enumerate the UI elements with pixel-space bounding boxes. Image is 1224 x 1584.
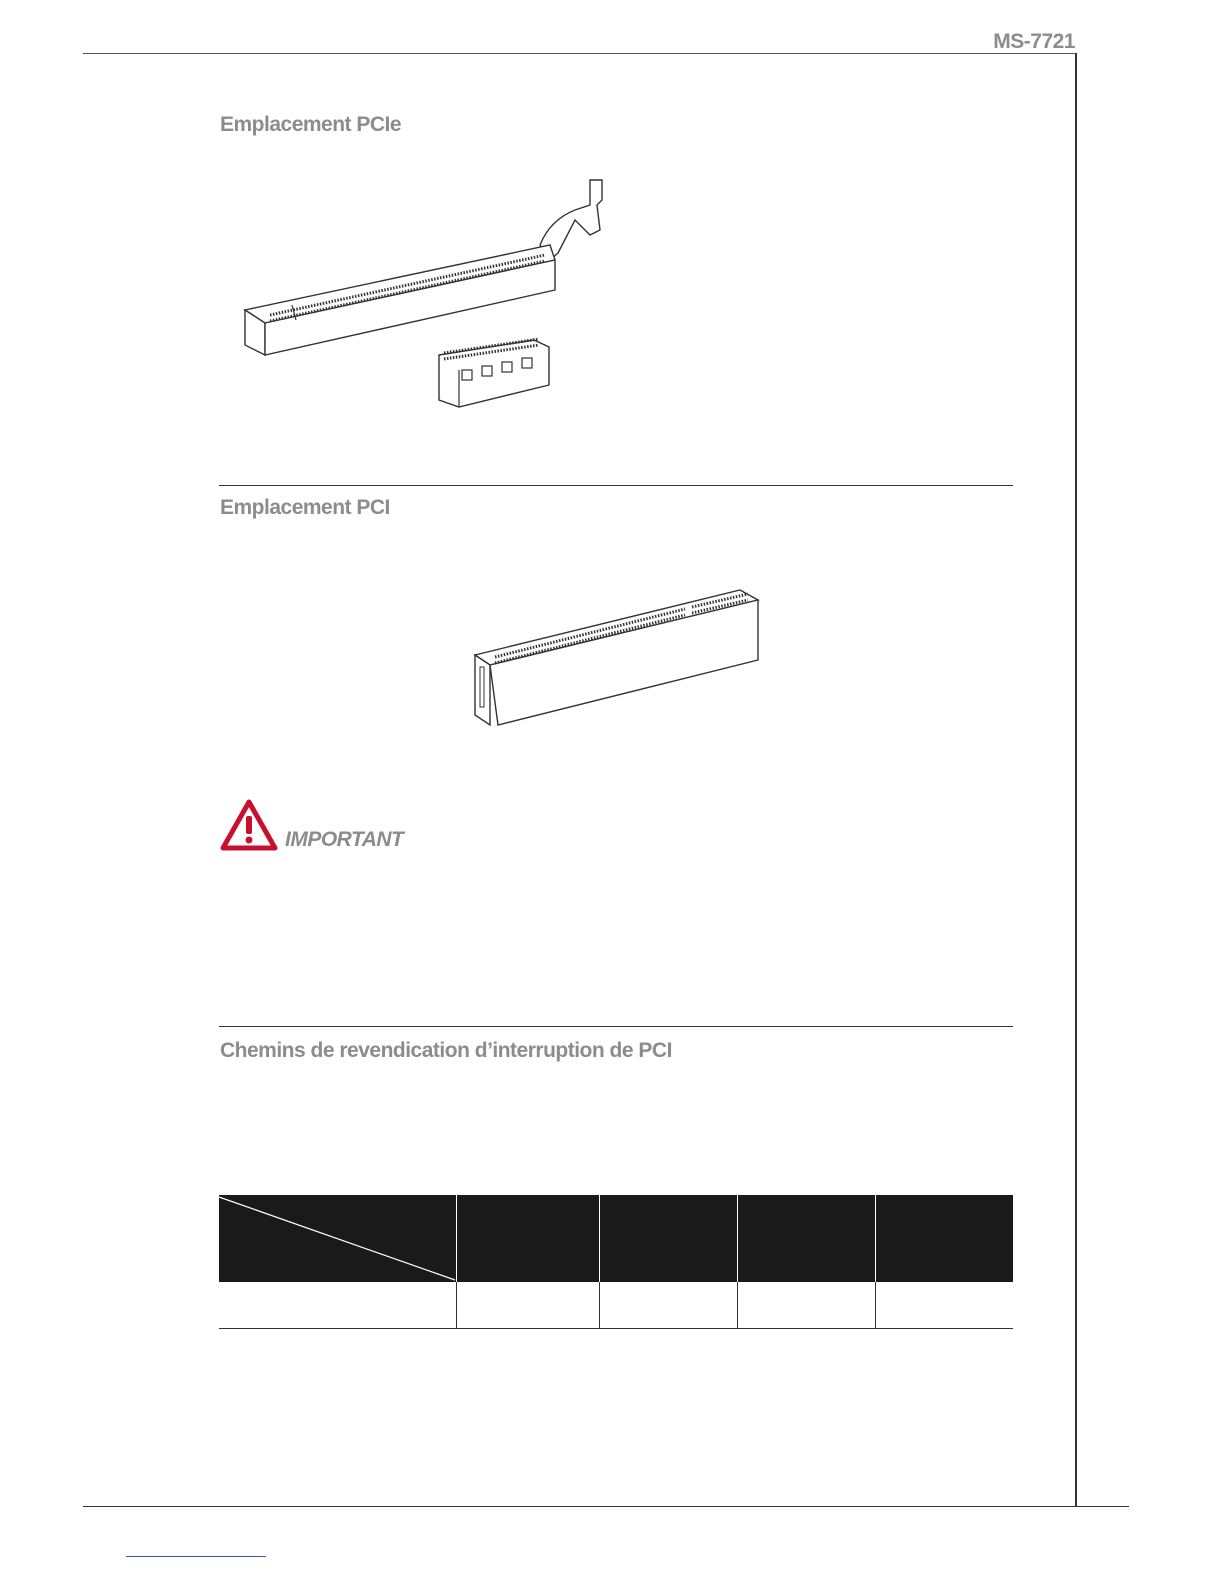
- table-column-divider: [875, 1195, 876, 1282]
- table-column-divider: [456, 1195, 457, 1282]
- table-column-divider: [599, 1195, 600, 1282]
- pcie-x16-slot-illustration: [240, 175, 610, 360]
- bottom-rule: [83, 1506, 1129, 1507]
- top-rule: [83, 53, 1076, 54]
- table-row: [219, 1282, 1013, 1329]
- table-column-divider: [599, 1282, 600, 1328]
- heading-irq-routing: Chemins de revendication d’interruption de PCI: [220, 1039, 672, 1062]
- pci-slot-illustration: [470, 585, 765, 730]
- diagonal-header-divider: [219, 1195, 457, 1282]
- important-label: IMPORTANT: [285, 828, 404, 851]
- pcie-x1-slot-illustration: [434, 335, 554, 410]
- link-underline[interactable]: [126, 1556, 266, 1557]
- right-rule: [1075, 53, 1077, 1507]
- table-column-divider: [875, 1282, 876, 1328]
- table-column-divider: [737, 1195, 738, 1282]
- section-divider: [219, 1026, 1013, 1027]
- table-column-divider: [456, 1282, 457, 1328]
- table-column-divider: [737, 1282, 738, 1328]
- table-header-row: [219, 1195, 1013, 1282]
- model-number: MS-7721: [993, 30, 1075, 53]
- warning-icon: [219, 798, 279, 852]
- heading-pcie: Emplacement PCIe: [220, 113, 402, 136]
- irq-routing-table: [219, 1195, 1013, 1329]
- heading-pci: Emplacement PCI: [220, 496, 390, 519]
- section-divider: [219, 485, 1013, 486]
